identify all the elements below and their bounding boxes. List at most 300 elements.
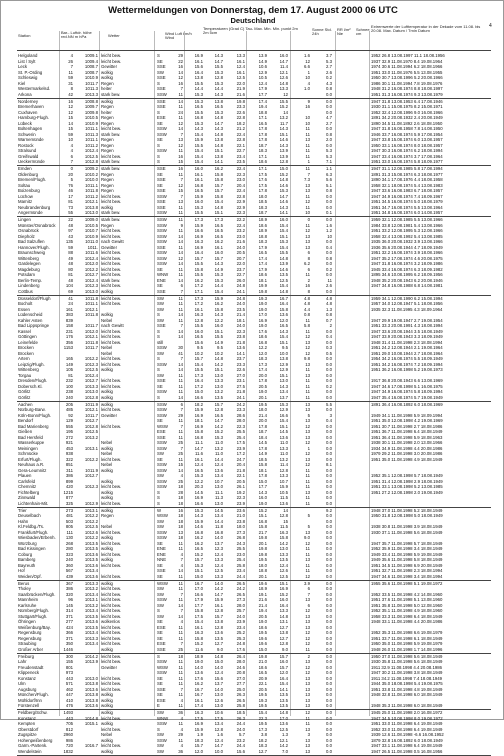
cell-min: 23.2 <box>236 228 245 233</box>
cell-max: 16.2 <box>214 301 223 306</box>
cell-rr: 0.0 <box>326 91 332 97</box>
cell-press: 1013.5 <box>84 557 98 562</box>
cell-height: 232 <box>65 378 73 383</box>
cell-name: Bremerhaven <box>18 104 44 109</box>
cell-sun: 6 <box>307 602 310 608</box>
cell-ws: 4 <box>180 562 183 568</box>
cell-max: 12.8 <box>214 608 223 613</box>
cell-name: Nürnberg/Flugh. <box>18 608 50 613</box>
cell-ex: 1947 34.9 16.08.1974 7.4 18.09.1967 <box>371 193 443 199</box>
cell-tmin: 20.5 <box>258 686 267 692</box>
cell-ex: 1947 35.4 16.08.1974 5.7 19.08.1949 <box>371 394 443 400</box>
cell-height: 59 <box>68 75 73 80</box>
cell-rr: 7.1 <box>326 159 332 164</box>
cell-max: 15.8 <box>214 306 223 312</box>
cell-height: 48 <box>68 222 73 228</box>
cell-rr: 2.6 <box>326 69 332 75</box>
cell-sun: 11 <box>305 153 310 159</box>
cell-rr: 0.2 <box>326 383 332 389</box>
cell-min: 22.1 <box>236 142 245 148</box>
cell-wd: SSW <box>157 233 167 239</box>
cell-height: 42 <box>68 91 73 97</box>
cell-name: Augsburg <box>18 686 37 692</box>
cell-ex: 1947 31.8 16.08.1974 3.2 18.09.1986 <box>371 261 443 266</box>
cell-wd: SSE <box>157 166 166 171</box>
cell-wd: SSE <box>157 204 166 210</box>
cell-press: 1012.8 <box>84 423 98 429</box>
cell-wx: leicht bew. <box>101 58 122 64</box>
cell-wx: leicht bew. <box>101 53 122 58</box>
cell-ex: 1938 30.8 11.08.1998 3.9 18.08.1949 <box>371 524 443 529</box>
cell-height: 46 <box>68 188 73 193</box>
header-weather: Wetter <box>108 33 120 38</box>
cell-min: 24.4 <box>236 743 245 748</box>
cell-wx: leicht bew. <box>101 233 122 239</box>
cell-tmin: 19.6 <box>258 641 267 646</box>
cell-td: 7.0 <box>282 748 288 754</box>
cell-wx: wolkig <box>101 697 113 703</box>
cell-ws: 14 <box>178 69 183 75</box>
cell-press: 1009.8 <box>84 109 98 115</box>
cell-wx: leicht bew. <box>101 573 122 579</box>
cell-ws: 7 <box>180 288 183 294</box>
cell-wd: ESE <box>157 115 166 120</box>
cell-ex: 1947 35.7 11.08.1998 5.7 18.08.1949 <box>371 540 443 546</box>
cell-rr: 1.6 <box>326 222 332 228</box>
cell-height: 20 <box>68 171 73 177</box>
cell-press: 1012.7 <box>84 418 98 423</box>
cell-ws: 11 <box>178 91 183 97</box>
cell-press: 1011. <box>87 244 98 250</box>
cell-max: 12.4 <box>214 551 223 557</box>
cell-height: 839 <box>65 317 73 323</box>
cell-wx: leicht bew. <box>101 586 122 591</box>
cell-wx: Regen <box>101 188 114 193</box>
cell-height: 280 <box>65 546 73 551</box>
cell-press: 1012.2 <box>84 456 98 462</box>
cell-td: 16.4 <box>279 602 288 608</box>
cell-ws: 12 <box>178 255 183 261</box>
cell-name: Schwerin <box>18 131 36 137</box>
cell-wd: SSE <box>157 568 166 573</box>
cell-ws: 12 <box>178 120 183 126</box>
cell-press: 1012.5 <box>84 429 98 434</box>
cell-wd: SSE <box>157 288 166 294</box>
cell-max: 15.1 <box>214 328 223 334</box>
cell-ex: 1951 33.0 11.08.1976 5.5 13.08.1955 <box>371 69 443 75</box>
cell-sun: 12 <box>305 635 310 641</box>
cell-wx: Regen <box>101 222 114 228</box>
cell-ex: 1952 35.9 11.08.1998 3.4 18.08.1949 <box>371 546 443 551</box>
cell-td: 12.9 <box>279 361 288 367</box>
cell-max: 16.5 <box>214 412 223 418</box>
cell-ws: 18 <box>178 513 183 518</box>
cell-t: 12.4 <box>194 462 203 467</box>
cell-wd: SW <box>157 743 164 748</box>
cell-min: 27.5 <box>236 383 245 389</box>
cell-tmin: 17.9 <box>258 86 267 91</box>
cell-sun: 13 <box>305 244 310 250</box>
cell-sun: 1 <box>307 445 310 451</box>
cell-min: 5.7 <box>239 732 245 737</box>
cell-max: 14.7 <box>214 743 223 748</box>
cell-height: 240 <box>65 394 73 400</box>
cell-sun: 11 <box>305 272 310 277</box>
cell-t: 16.8 <box>194 434 203 440</box>
cell-tmin: 18.8 <box>258 233 267 239</box>
cell-height: 899 <box>65 478 73 484</box>
cell-wd: SSW <box>157 131 167 137</box>
table-row <box>1 92 504 98</box>
cell-wx: leicht bew. <box>101 272 122 277</box>
cell-name: Fürstenzell <box>18 703 40 708</box>
cell-t: 16.9 <box>194 721 203 726</box>
cell-rr: 0.0 <box>326 681 332 686</box>
cell-wd: SSW <box>157 478 167 484</box>
cell-min: 26.1 <box>236 484 245 489</box>
cell-max: 15.0 <box>214 659 223 664</box>
cell-name: Coburg <box>18 551 33 557</box>
cell-press: 1012.2 <box>84 513 98 518</box>
cell-td: 15.4 <box>279 244 288 250</box>
cell-wx: wolkig <box>101 478 113 484</box>
cell-wx: leicht bew. <box>101 624 122 630</box>
cell-tmin: 17.3 <box>258 726 267 732</box>
cell-sun: 4.8 <box>304 295 310 301</box>
cell-wx: Regen <box>101 80 114 86</box>
cell-td: 13.5 <box>279 692 288 697</box>
cell-wd: SW <box>157 586 164 591</box>
table-row <box>1 395 504 401</box>
table-row <box>1 574 504 580</box>
cell-wx: leicht bew. <box>101 301 122 306</box>
cell-ws: 11 <box>178 306 183 312</box>
cell-t: 16.1 <box>194 306 203 312</box>
cell-t: 15.3 <box>194 507 203 513</box>
cell-wx: wolkig <box>101 721 113 726</box>
cell-rr: 0.0 <box>326 456 332 462</box>
cell-min: 16.1 <box>236 69 245 75</box>
cell-ex: 1958 33.3 11.08.1998 6.4 18.08.1949 <box>371 613 443 619</box>
cell-name: Kiel <box>18 80 26 86</box>
cell-press: 1010.5 <box>84 115 98 120</box>
cell-sun: 13 <box>305 188 310 193</box>
cell-ws: 28 <box>178 489 183 495</box>
cell-max: 14.3 <box>214 53 223 58</box>
cell-t: 14.0 <box>194 664 203 670</box>
cell-max: 14.7 <box>214 591 223 597</box>
cell-press: 1015.1 <box>84 721 98 726</box>
cell-tmin: 16.0 <box>258 495 267 500</box>
cell-rr: 0.0 <box>326 272 332 277</box>
cell-tmin: 16.8 <box>258 518 267 524</box>
cell-ex: 1952 35.1 12.08.1998 5.7 18.08.1949 <box>371 473 443 478</box>
column-rule <box>246 31 247 716</box>
cell-min: 23.5 <box>236 306 245 312</box>
cell-ex: 1951 34.5 11.08.1998 6.9 20.08.1949 <box>371 562 443 568</box>
cell-max: 11.0 <box>214 440 223 445</box>
cell-ex: 1935 36.0 20.08.1932 3.9 13.08.1966 <box>371 239 443 244</box>
cell-wd: S <box>157 53 160 58</box>
cell-td: 9.5 <box>282 345 288 350</box>
cell-ws: 11 <box>178 272 183 277</box>
cell-ex: 1947 31.8 13.08.1953 6.4 17.08.1946 <box>371 98 443 104</box>
cell-name: Görlitz <box>18 394 31 400</box>
cell-wd: SE <box>157 573 163 579</box>
cell-name: Angermünde <box>18 210 43 215</box>
cell-min: 18.5 <box>236 710 245 715</box>
cell-rr: 0.0 <box>326 697 332 703</box>
cell-wd: SSW <box>157 217 167 222</box>
cell-name: Wendelstein <box>18 748 42 754</box>
cell-ws: 16 <box>178 166 183 171</box>
cell-rr: 0.0 <box>326 686 332 692</box>
cell-press: 1013.5 <box>84 540 98 546</box>
cell-ws: 11 <box>178 295 183 301</box>
cell-rr: 8.1 <box>326 462 332 467</box>
cell-rr: 0.0 <box>326 721 332 726</box>
cell-ex: 1947 30.3 16.08.1974 6.2 18.08.1994 <box>371 148 443 153</box>
cell-max: 16.5 <box>214 222 223 228</box>
cell-tmin: 15.1 <box>258 513 267 518</box>
cell-press: 1012.2 <box>84 266 98 272</box>
cell-rr: 0.0 <box>326 356 332 361</box>
cell-press: 1011.8 <box>85 295 98 301</box>
cell-rr: 0.8 <box>326 131 332 137</box>
cell-tmin: 18.3 <box>258 743 267 748</box>
cell-tmin: 19.5 <box>258 692 267 697</box>
cell-name: Meiningen <box>18 445 38 451</box>
cell-ws: 11 <box>178 692 183 697</box>
cell-max: 12.4 <box>214 670 223 675</box>
cell-height: 100 <box>65 383 73 389</box>
cell-wx: Regen <box>101 148 114 153</box>
cell-max: 12.8 <box>214 407 223 412</box>
cell-name: Leinefelde <box>18 339 38 345</box>
cell-rr: 4.8 <box>326 295 332 301</box>
cell-wd: WSW <box>157 664 168 670</box>
cell-sun: 8 <box>307 288 310 294</box>
cell-rr: 0.0 <box>326 361 332 367</box>
cell-max: 10.6 <box>214 710 223 715</box>
cell-sun: 5 <box>307 524 310 529</box>
cell-height: 16 <box>68 98 73 104</box>
group-divider <box>17 401 491 402</box>
cell-press: 1011.9 <box>85 467 98 473</box>
cell-ex: 1891 36.4 16.08.1892 6.0 18.08.1969 <box>371 401 443 407</box>
cell-rr: 0.0 <box>326 551 332 557</box>
cell-sun: 3.9 <box>304 580 310 586</box>
cell-ex: 1951 33.0 16.08.1974 5.8 18.09.1977 <box>371 159 443 164</box>
cell-t: 16.9 <box>194 495 203 500</box>
cell-td: 13.0 <box>279 378 288 383</box>
cell-ex: 1958 32.4 13.08.1992 5.4 13.08.1985 <box>371 233 443 239</box>
cell-wd: SSW <box>157 239 167 244</box>
cell-t: 16.7 <box>194 580 203 586</box>
cell-tmin: 12.9 <box>258 69 267 75</box>
cell-wd: SSE <box>157 64 166 69</box>
cell-ex: 1930 35.8 11.08.1998 5.6 18.08.1949 <box>371 659 443 664</box>
cell-rr: 0.0 <box>326 748 332 754</box>
cell-height: 366 <box>65 630 73 635</box>
cell-sun: 12 <box>305 540 310 546</box>
cell-td: 12.1 <box>279 737 288 743</box>
cell-max: 14.8 <box>214 115 223 120</box>
cell-t: 16.6 <box>194 394 203 400</box>
cell-min: 27.0 <box>236 372 245 378</box>
cell-td: 13.2 <box>279 115 288 120</box>
cell-rr: 0.0 <box>326 710 332 715</box>
cell-min: 21.4 <box>236 312 245 317</box>
cell-ws: 11 <box>178 429 183 434</box>
cell-rr: 5.1 <box>326 182 332 188</box>
cell-max: 13.0 <box>214 383 223 389</box>
cell-wx: Nebel <box>101 345 113 350</box>
cell-t: 16.1 <box>194 58 203 64</box>
cell-ws: 11 <box>178 546 183 551</box>
cell-ws: 4 <box>180 619 183 624</box>
cell-wx: stark bew. <box>101 217 121 222</box>
table-row <box>1 501 504 507</box>
cell-ws: 7 <box>180 407 183 412</box>
cell-min: 19.8 <box>236 98 245 104</box>
cell-wx: leicht bew. <box>101 529 122 535</box>
cell-min: 16.1 <box>236 58 245 64</box>
cell-press: 1013.1 <box>84 445 98 451</box>
cell-tmin: 18.9 <box>258 228 267 233</box>
cell-name: Essen <box>18 306 30 312</box>
cell-ws: 29 <box>178 53 183 58</box>
cell-wd: S <box>157 159 160 164</box>
cell-ws: 25 <box>178 440 183 445</box>
cell-t: 18.3 <box>194 737 203 743</box>
cell-max: 13.7 <box>214 681 223 686</box>
cell-min: 23.3 <box>236 407 245 412</box>
cell-min: 23.1 <box>236 378 245 383</box>
cell-td: 13.3 <box>279 445 288 451</box>
cell-height: 443 <box>65 675 73 681</box>
table-row <box>1 159 504 165</box>
cell-min: 23.5 <box>236 159 245 164</box>
cell-ex: 1950 31.8 12.08.1998 5.0 18.08.1949 <box>371 513 443 518</box>
cell-tmin: 19.0 <box>258 500 267 506</box>
cell-min: 25.4 <box>236 557 245 562</box>
cell-max: 13.3 <box>214 573 223 579</box>
cell-t: 12.2 <box>194 478 203 484</box>
cell-max: 14.3 <box>214 261 223 266</box>
cell-tmin: 20.9 <box>258 675 267 681</box>
cell-rr: 5.3 <box>326 58 332 64</box>
cell-rr: 2.6 <box>326 283 332 288</box>
cell-wx: leicht bew. <box>101 295 122 301</box>
cell-wd: SSW <box>157 345 167 350</box>
cell-name: Zinnwald <box>18 495 36 500</box>
cell-t: 17.3 <box>194 295 203 301</box>
cell-td: 11.0 <box>279 440 288 445</box>
cell-press: 1011.2 <box>85 193 98 199</box>
cell-wx: leicht bew. <box>101 635 122 641</box>
cell-height: 320 <box>65 591 73 597</box>
cell-ws: 18 <box>178 495 183 500</box>
cell-rr: 0.2 <box>326 266 332 272</box>
cell-wx: leicht bew. <box>101 551 122 557</box>
cell-td: 15.1 <box>279 233 288 239</box>
cell-height: 12 <box>68 104 73 109</box>
cell-ws: 25 <box>178 646 183 652</box>
cell-name: Leipzig/Flugh. <box>18 361 45 367</box>
cell-sun: 11 <box>305 473 310 478</box>
cell-rr: 0.0 <box>326 524 332 529</box>
cell-max: 14.4 <box>214 518 223 524</box>
cell-height: 420 <box>65 484 73 489</box>
cell-tmin: 19.6 <box>258 580 267 586</box>
cell-max: 16.8 <box>214 529 223 535</box>
cell-td: 15 <box>283 518 288 524</box>
cell-max: 14.2 <box>214 586 223 591</box>
cell-wx: Nebel <box>101 732 113 737</box>
cell-height: 323 <box>65 551 73 557</box>
cell-press: 1011.8 <box>85 188 98 193</box>
cell-sun: 2 <box>307 653 310 659</box>
cell-name: Cuxhaven <box>18 109 38 115</box>
cell-t: 16.5 <box>194 104 203 109</box>
cell-press: 1013.0 <box>84 675 98 681</box>
cell-ex: 1951 33.1 13.08.1998 5.2 13.08.1985 <box>371 484 443 489</box>
cell-max: 13.5 <box>214 394 223 400</box>
cell-sun: 11 <box>305 646 310 652</box>
cell-min: 24.2 <box>236 401 245 407</box>
cell-td: 14.3 <box>279 204 288 210</box>
cell-t: 17.1 <box>194 288 203 294</box>
cell-ex: 1937 32.9 11.08.1970 8.4 19.08.1964 <box>371 58 443 64</box>
cell-wx: leicht bew. <box>101 540 122 546</box>
cell-height: 371 <box>65 635 73 641</box>
cell-sun: 13 <box>305 726 310 732</box>
cell-ws: 16 <box>178 153 183 159</box>
cell-wx: Nebel <box>101 451 113 456</box>
cell-ex: 1951 33.8 11.08.1998 4.8 19.08.1949 <box>371 686 443 692</box>
cell-td: 12.6 <box>279 75 288 80</box>
cell-min: 28.0 <box>236 418 245 423</box>
group-divider <box>17 507 491 508</box>
cell-min: 26.5 <box>236 697 245 703</box>
cell-height: 877 <box>65 495 73 500</box>
cell-td: 15.7 <box>279 664 288 670</box>
cell-td: 14.6 <box>279 137 288 142</box>
cell-min: 22.4 <box>236 188 245 193</box>
cell-wd: ENE <box>157 546 166 551</box>
cell-ws: 25 <box>178 451 183 456</box>
cell-sun: 7 <box>307 591 310 597</box>
cell-tmin: 18.6 <box>258 159 267 164</box>
cell-sun: 9.0 <box>304 535 310 540</box>
cell-rr: 1.3 <box>326 306 332 312</box>
cell-tmin: 21.6 <box>258 597 267 602</box>
cell-wx: leicht bew. <box>101 602 122 608</box>
cell-name: Warnemünde <box>18 137 44 142</box>
cell-t: 15.2 <box>194 641 203 646</box>
cell-ws: 36 <box>178 748 183 754</box>
cell-max: 14.8 <box>214 142 223 148</box>
cell-sun: 11 <box>305 166 310 171</box>
cell-t: 10.2 <box>194 350 203 356</box>
cell-rr: 0.0 <box>326 495 332 500</box>
cell-press: 1011.0 <box>85 239 98 244</box>
cell-t: 15.7 <box>194 356 203 361</box>
cell-wx: Regen <box>101 104 114 109</box>
cell-t: 16.5 <box>194 334 203 339</box>
cell-name: Westermarkelsd. <box>18 86 51 91</box>
